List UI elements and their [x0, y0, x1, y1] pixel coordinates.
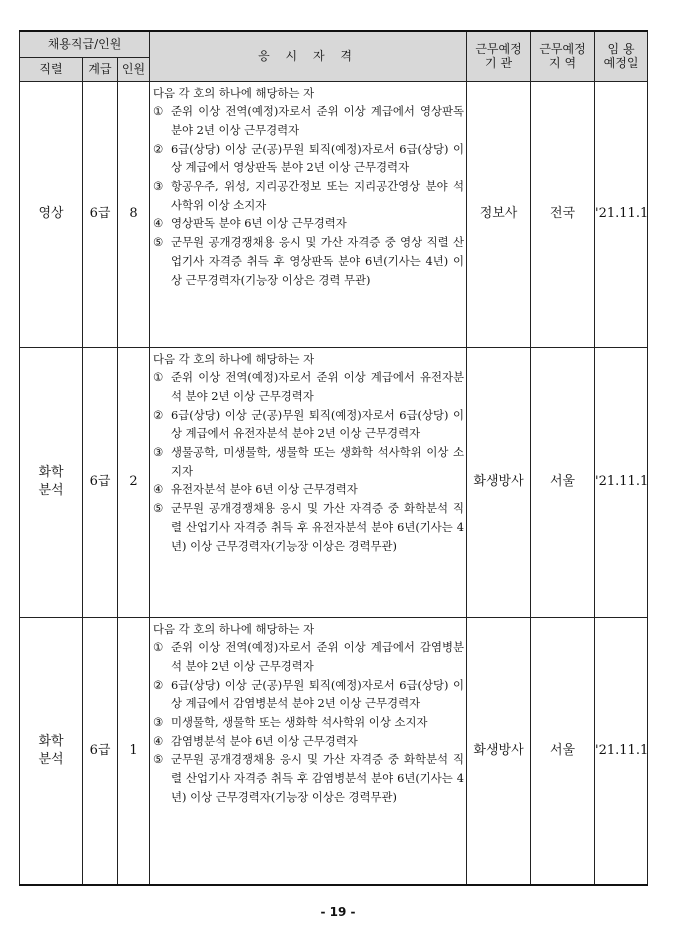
item-text: 준위 이상 전역(예정)자로서 준위 이상 계급에서 유전자분석 분야 2년 이상 근무경력자: [171, 370, 465, 403]
qual-item: [153, 638, 464, 675]
cell-inwon: 1: [118, 617, 150, 885]
cell-region: 전국: [531, 81, 595, 347]
header-group-label: 채용직급/인원: [20, 31, 150, 57]
qual-item: [153, 713, 464, 732]
item-number: ④: [153, 482, 164, 497]
cell-gyegeup: 6급: [83, 347, 118, 617]
qual-item: [153, 406, 464, 443]
header-qualification: 응 시 자 격: [150, 31, 467, 81]
table-row: [20, 617, 648, 885]
item-text: 생물공학, 미생물학, 생물학 또는 생화학 석사학위 이상 소지자: [171, 445, 465, 478]
header-inwon: 인원: [118, 57, 150, 81]
cell-agency: 화생방사: [467, 347, 531, 617]
item-text: 영상판독 분야 6년 이상 근무경력자: [171, 216, 347, 231]
qual-intro: 다음 각 호의 하나에 해당하는 자: [153, 621, 315, 636]
item-number: ④: [153, 216, 164, 231]
cell-inwon: 8: [118, 81, 150, 347]
qual-item: [153, 233, 464, 289]
qual-item: [153, 368, 464, 405]
item-number: ③: [153, 445, 164, 460]
item-number: ①: [153, 640, 164, 655]
qual-item: [153, 140, 464, 177]
item-text: 6급(상당) 이상 군(공)무원 퇴직(예정)자로서 6급(상당) 이상 계급에서 감염병분석 분야 2년 이상 근무경력자: [171, 677, 465, 711]
qual-item: [153, 676, 464, 713]
qual-item: [153, 732, 464, 751]
item-text: 항공우주, 위성, 지리공간정보 또는 지리공간영상 분야 석사학위 이상 소지자: [171, 179, 465, 212]
item-number: ②: [153, 141, 164, 156]
cell-region: 서울: [531, 347, 595, 617]
item-number: ①: [153, 370, 164, 385]
item-number: ③: [153, 179, 164, 194]
cell-jikryeol: 화학 분석: [20, 617, 83, 885]
qual-item: [153, 214, 464, 233]
cell-date: '21.11.1: [595, 347, 648, 617]
header-gyegeup: 계급: [83, 57, 118, 81]
item-text: 준위 이상 전역(예정)자로서 준위 이상 계급에서 영상판독 분야 2년 이상 근무경력자: [171, 104, 465, 137]
cell-region: 서울: [531, 617, 595, 885]
item-number: ④: [153, 733, 164, 748]
cell-gyegeup: 6급: [83, 617, 118, 885]
cell-inwon: 2: [118, 347, 150, 617]
item-text: 유전자분석 분야 6년 이상 근무경력자: [171, 482, 358, 497]
qual-item: [153, 177, 464, 214]
qual-item: [153, 750, 464, 806]
header-date: 임 용 예정일: [595, 31, 648, 81]
cell-date: '21.11.1: [595, 617, 648, 885]
item-text: 준위 이상 전역(예정)자로서 준위 이상 계급에서 감염병분석 분야 2년 이상 근무경력자: [171, 640, 465, 673]
item-text: 군무원 공개경쟁채용 응시 및 가산 자격증 중 화학분석 직렬 산업기사 자격증 취득 후 유전자분석 분야 6년(기사는 4년) 이상 근무경력자(기능장 이상은 경력무관): [171, 501, 465, 553]
item-number: ⑤: [153, 501, 164, 516]
qual-item: [153, 443, 464, 480]
item-number: ②: [153, 677, 164, 692]
item-number: ②: [153, 407, 164, 422]
cell-jikryeol: 화학 분석: [20, 347, 83, 617]
cell-jikryeol: 영상: [20, 81, 83, 347]
cell-date: '21.11.1: [595, 81, 648, 347]
qual-item: [153, 480, 464, 499]
item-text: 군무원 공개경쟁채용 응시 및 가산 자격증 중 화학분석 직렬 산업기사 자격증 취득 후 감염병분석 분야 6년(기사는 4년) 이상 근무경력자(기능장 이상은 경력무관): [171, 752, 465, 804]
qual-item: [153, 102, 464, 139]
cell-agency: 정보사: [467, 81, 531, 347]
item-text: 6급(상당) 이상 군(공)무원 퇴직(예정)자로서 6급(상당) 이상 계급에서 영상판독 분야 2년 이상 근무경력자: [171, 141, 465, 175]
item-number: ⑤: [153, 752, 164, 767]
recruitment-table: [19, 30, 648, 886]
item-number: ③: [153, 715, 164, 730]
cell-agency: 화생방사: [467, 617, 531, 885]
item-text: 6급(상당) 이상 군(공)무원 퇴직(예정)자로서 6급(상당) 이상 계급에서 유전자분석 분야 2년 이상 근무경력자: [171, 407, 465, 441]
cell-qualification: [150, 347, 467, 617]
item-text: 군무원 공개경쟁채용 응시 및 가산 자격증 중 영상 직렬 산업기사 자격증 취득 후 영상판독 분야 6년(기사는 4년) 이상 근무경력자(기능장 이상은 경력 무관): [171, 235, 465, 287]
table-row: [20, 347, 648, 617]
item-text: 미생물학, 생물학 또는 생화학 석사학위 이상 소지자: [171, 715, 428, 730]
qual-intro: 다음 각 호의 하나에 해당하는 자: [153, 351, 315, 366]
page-number: - 19 -: [320, 905, 356, 919]
cell-qualification: [150, 617, 467, 885]
cell-qualification: [150, 81, 467, 347]
qual-item: [153, 499, 464, 555]
cell-gyegeup: 6급: [83, 81, 118, 347]
header-jikryeol: 직렬: [20, 57, 83, 81]
qual-intro: 다음 각 호의 하나에 해당하는 자: [153, 85, 315, 100]
table-row: [20, 81, 648, 347]
header-region: 근무예정 지 역: [531, 31, 595, 81]
item-number: ①: [153, 104, 164, 119]
item-number: ⑤: [153, 235, 164, 250]
item-text: 감염병분석 분야 6년 이상 근무경력자: [171, 733, 358, 748]
header-agency: 근무예정 기 관: [467, 31, 531, 81]
